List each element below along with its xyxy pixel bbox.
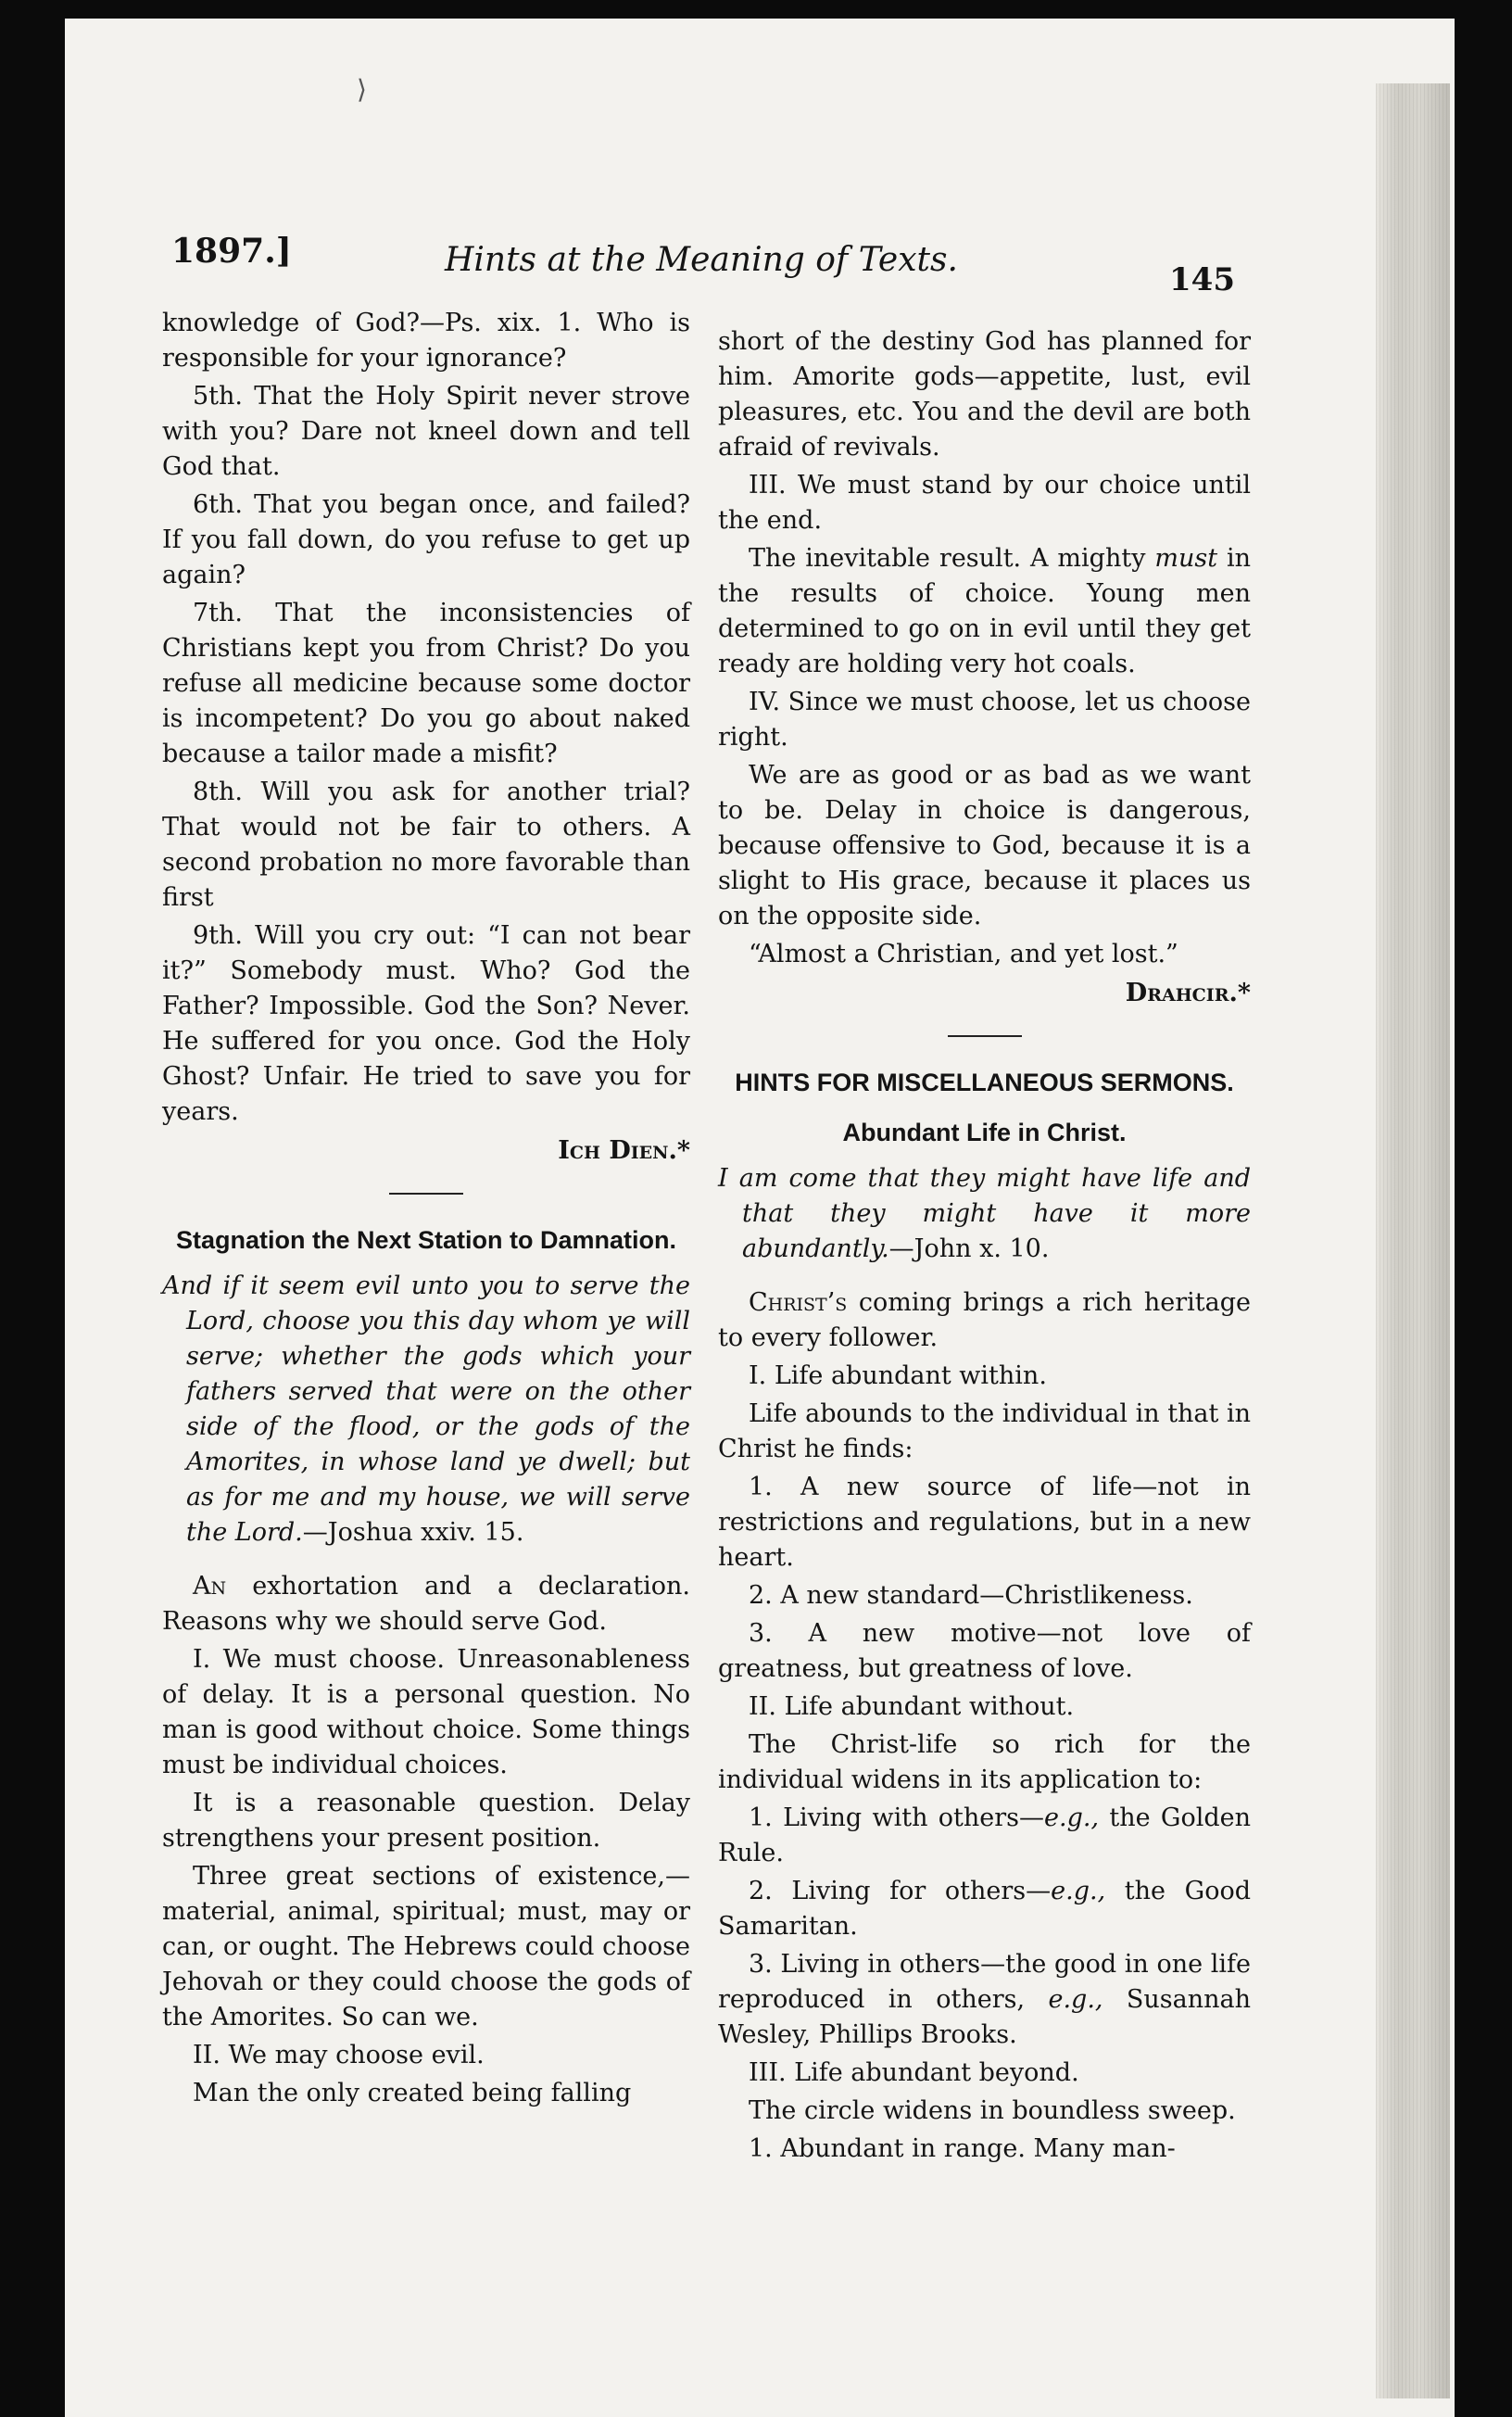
paragraph: III. Life abundant beyond. [749,2058,1079,2087]
paragraph: Life abounds to the individual in that in Christ he finds: [718,1399,1251,1463]
paragraph: 1. A new source of life—not in restrictions and regulations, but in a new heart. [718,1473,1251,1572]
paragraph: 6th. That you began once, and failed? If you fall down, do you refuse to get up again? [162,490,690,589]
running-head-year: 1897.] [171,232,292,271]
page-number: 145 [1169,261,1235,298]
paragraph: 9th. Will you cry out: “I can not bear it?” Somebody must. Who? God the Father? Impossible. God the Son? Never. He suffered for you once. God the Holy Ghost? Unfair. He tried to save you for years. [162,921,690,1126]
left-column [162,306,690,2114]
page-edges [1376,83,1450,2398]
paragraph: I. Life abundant within. [749,1361,1047,1390]
running-head-title: Hints at the Meaning of Texts. [445,241,958,279]
sermon-title: Stagnation the Next Station to Damnation. [175,1226,676,1254]
paragraph: 1. Abundant in range. Many man- [749,2134,1176,2163]
paragraph: 2. A new standard—Christlikeness. [749,1581,1193,1610]
paragraph: knowledge of God?—Ps. xix. 1. Who is responsible for your ignorance? [162,309,690,373]
paragraph: Christ’s coming brings a rich heritage to every follower. [718,1288,1251,1352]
scripture-text: And if it seem evil unto you to serve the Lord, choose you this day whom ye will serve; whether the gods which your fathers served that were on the other side of the flood, or the gods of the Amorites, in whose land ye dwell; but as for me and my house, we will serve the Lord.—Joshua xxiv. 15. [162,1272,690,1547]
paragraph: 2. Living for others—e.g., the Good Samaritan. [718,1877,1251,1941]
paragraph: The inevitable result. A mighty must in the results of choice. Young men determined to go on in evil until they get ready are holding very hot coals. [718,544,1251,678]
paragraph: III. We must stand by our choice until the end. [718,471,1251,535]
paragraph: II. We may choose evil. [193,2041,485,2069]
paragraph: short of the destiny God has planned for him. Amorite gods—appetite, lust, evil pleasures, etc. You and the devil are both afraid of revivals. [718,327,1251,462]
paragraph: Three great sections of existence,—material, animal, spiritual; must, may or can, or ought. The Hebrews could choose Jehovah or they could choose the gods of the Amorites. So can we. [162,1862,690,2031]
sermon-title: Abundant Life in Christ. [842,1119,1127,1146]
paragraph: 8th. Will you ask for another trial? That would not be fair to others. A second probation no more favorable than first [162,778,690,912]
ink-mark: ⟩ [357,74,367,105]
paragraph: 5th. That the Holy Spirit never strove with you? Dare not kneel down and tell God that. [162,382,690,481]
section-divider [389,1193,463,1195]
signature: Ich Dien.* [558,1136,690,1165]
paragraph: “Almost a Christian, and yet lost.” [749,940,1178,968]
paragraph: An exhortation and a declaration. Reasons why we should serve God. [162,1572,690,1636]
paragraph: 7th. That the inconsistencies of Christians kept you from Christ? Do you refuse all medicine because some doctor is incompetent? Do you go about naked because a tailor made a misfit? [162,599,690,768]
section-heading: HINTS FOR MISCELLANEOUS SERMONS. [735,1069,1234,1096]
paragraph: IV. Since we must choose, let us choose right. [718,688,1251,752]
paragraph: Man the only created being falling [193,2079,632,2107]
paragraph: 1. Living with others—e.g., the Golden Rule. [718,1803,1251,1867]
paragraph: 3. Living in others—the good in one life reproduced in others, e.g., Susannah Wesley, Phillips Brooks. [718,1950,1251,2049]
section-divider [948,1035,1022,1037]
paragraph: II. Life abundant without. [749,1692,1075,1721]
paragraph: The circle widens in boundless sweep. [749,2096,1236,2125]
paragraph: We are as good or as bad as we want to be. Delay in choice is dangerous, because offensive to God, because it is a slight to His grace, because it places us on the opposite side. [718,761,1251,930]
scripture-text: I am come that they might have life and that they might have it more abundantly.—John x. 10. [718,1164,1251,1263]
right-column [718,324,1251,2170]
paragraph: It is a reasonable question. Delay strengthens your present position. [162,1789,690,1853]
paragraph: The Christ-life so rich for the individual widens in its application to: [718,1730,1251,1794]
signature: Drahcir.* [1125,979,1251,1007]
paragraph: 3. A new motive—not love of greatness, but greatness of love. [718,1619,1251,1683]
paragraph: I. We must choose. Unreasonableness of delay. It is a personal question. No man is good without choice. Some things must be individual choices. [162,1645,690,1779]
